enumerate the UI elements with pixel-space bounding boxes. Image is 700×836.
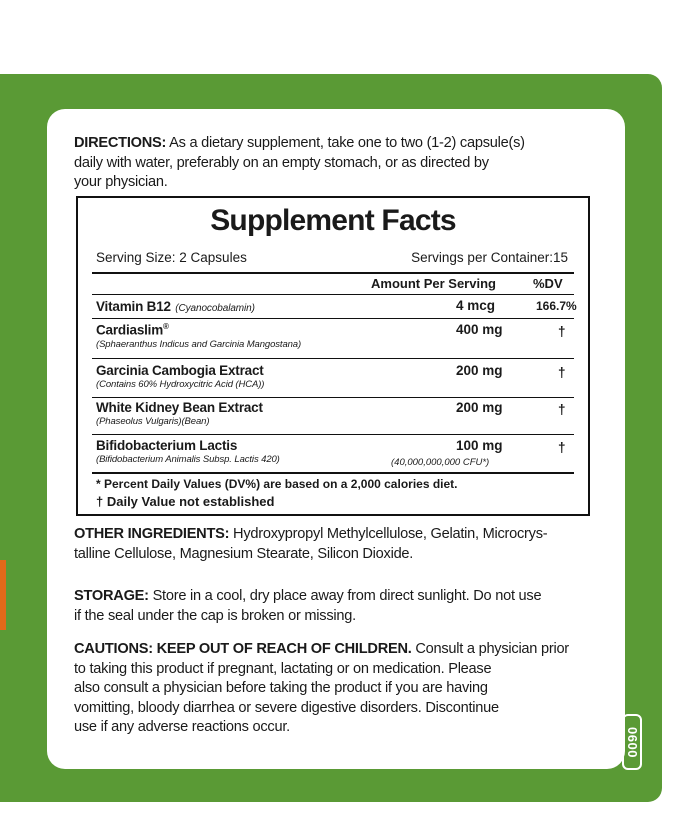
cautions-line-2: to taking this product if pregnant, lactating or on medication. Please <box>74 660 492 677</box>
other-ingredients-section <box>74 525 604 564</box>
table-row: White Kidney Bean Extract (Phaseolus Vulgaris)(Bean) 200 mg † <box>96 400 566 427</box>
header-amount: Amount Per Serving <box>371 276 496 291</box>
divider <box>92 272 574 274</box>
divider <box>92 397 574 398</box>
table-row: Vitamin B12 (Cyanocobalamin) 4 mcg 166.7% <box>96 298 577 314</box>
other-ingredients-label: OTHER INGREDIENTS: <box>74 526 230 542</box>
divider <box>92 318 574 319</box>
table-row: Bifidobacterium Lactis (Bifidobacterium Animalis Subsp. Lactis 420) 100 mg (40,000,000,000 CFU*) † <box>96 438 566 468</box>
directions-line-2: daily with water, preferably on an empty stomach, or as directed by <box>74 154 489 171</box>
divider <box>92 358 574 359</box>
divider <box>92 294 574 295</box>
other-ingredients-line-2: talline Cellulose, Magnesium Stearate, Silicon Dioxide. <box>74 545 414 562</box>
serving-size: Serving Size: 2 Capsules <box>96 250 247 265</box>
supplement-facts-table <box>76 196 590 516</box>
table-row: Garcinia Cambogia Extract (Contains 60% Hydroxycitric Acid (HCA)) 200 mg † <box>96 363 566 390</box>
divider <box>92 434 574 435</box>
cautions-label: CAUTIONS: KEEP OUT OF REACH OF CHILDREN. <box>74 641 412 657</box>
storage-line-1: STORAGE: Store in a cool, dry place away from direct sunlight. Do not use <box>74 588 542 604</box>
directions-section <box>74 134 604 193</box>
cautions-line-1: CAUTIONS: KEEP OUT OF REACH OF CHILDREN. Consult a physician prior <box>74 641 569 657</box>
cautions-section <box>74 640 604 738</box>
footnote-dagger: † Daily Value not established <box>96 494 275 509</box>
orange-edge-strip <box>0 560 6 630</box>
cautions-line-5: use if any adverse reactions occur. <box>74 719 290 735</box>
servings-per-container: Servings per Container:15 <box>411 250 568 265</box>
divider <box>92 472 574 474</box>
directions-line-1: DIRECTIONS: As a dietary supplement, take one to two (1-2) capsule(s) <box>74 135 525 151</box>
footnote-dv: * Percent Daily Values (DV%) are based on a 2,000 calories diet. <box>96 477 458 491</box>
storage-label: STORAGE: <box>74 588 149 604</box>
directions-label: DIRECTIONS: <box>74 135 167 151</box>
cautions-line-4: vomitting, bloody diarrhea or severe digestive disorders. Discontinue <box>74 699 499 716</box>
storage-line-2: if the seal under the cap is broken or missing. <box>74 607 356 624</box>
lot-code: 0600 <box>624 726 640 758</box>
header-dv: %DV <box>533 276 563 291</box>
directions-line-3: your physician. <box>74 174 168 190</box>
table-row: Cardiaslim® (Sphaeranthus Indicus and Garcinia Mangostana) 400 mg † <box>96 322 566 350</box>
lot-code-badge <box>622 714 642 770</box>
other-ingredients-line-1: OTHER INGREDIENTS: Hydroxypropyl Methylcellulose, Gelatin, Microcrys- <box>74 526 548 542</box>
facts-title: Supplement Facts <box>210 204 456 237</box>
cautions-line-3: also consult a physician before taking the product if you are having <box>74 680 488 696</box>
storage-section <box>74 587 604 626</box>
